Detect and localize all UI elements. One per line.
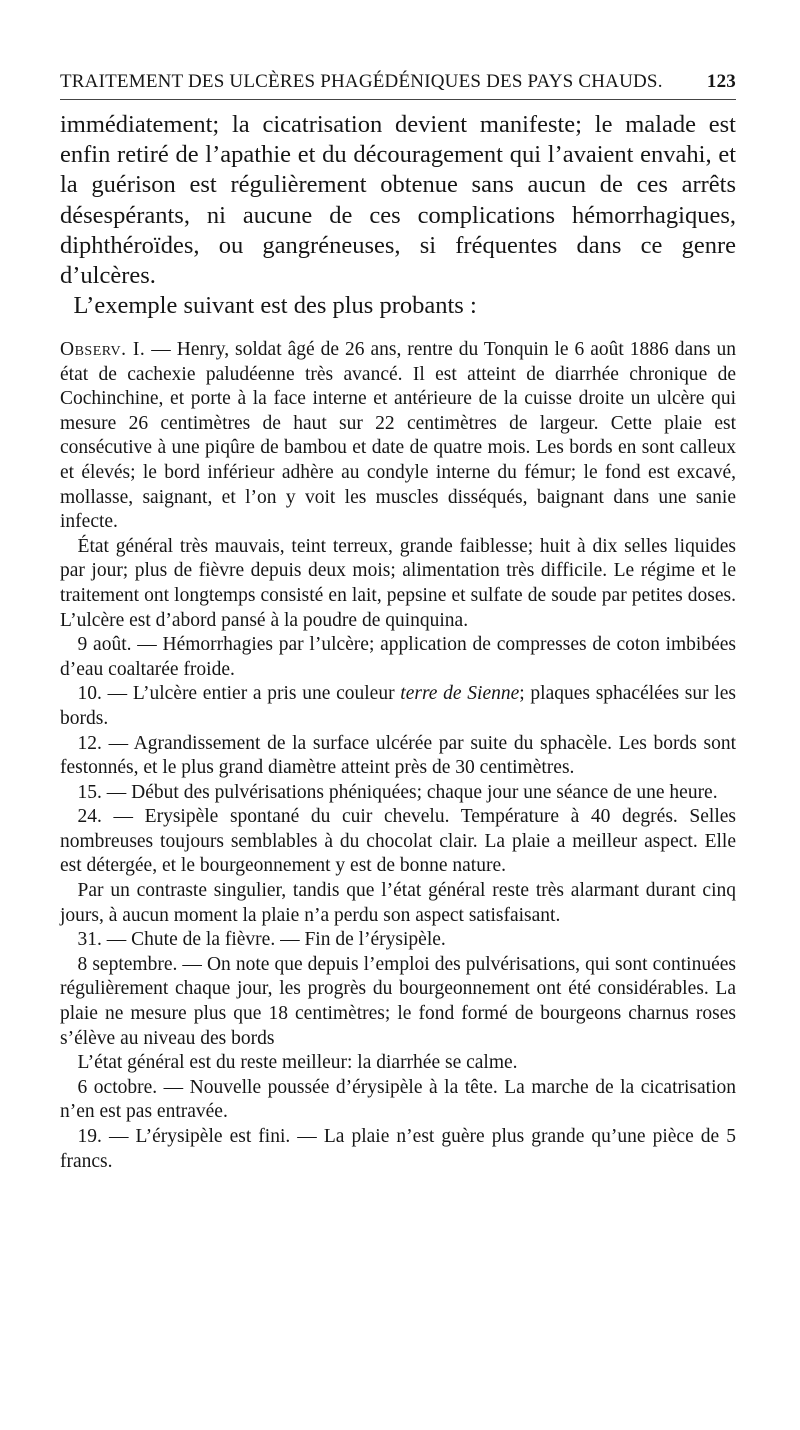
- observation-intro: [60, 338, 736, 535]
- observation-label: Observ. I.: [60, 339, 146, 360]
- entry-aout-15: 15. — Début des pulvérisations phéniquées; chaque jour une séance de une heure.: [77, 781, 718, 803]
- running-title: TRAITEMENT DES ULCÈRES PHAGÉDÉNIQUES DES PAYS CHAUDS.: [60, 71, 663, 92]
- entry-aout-12: 12. — Agrandissement de la surface ulcérée par suite du sphacèle. Les bords sont festonnés, et le plus grand diamètre atteint près de 30 centimètres.: [60, 732, 736, 779]
- entry-oct-19: 19. — L’érysipèle est fini. — La plaie n’est guère plus grande qu’une pièce de 5 francs.: [60, 1126, 736, 1172]
- page-number: 123: [706, 71, 736, 92]
- entry-oct-6: 6 octobre. — Nouvelle poussée d’érysipèle à la tête. La marche de la cicatrisation n’en est pas entravée.: [60, 1076, 736, 1123]
- entry-sept-8: 8 septembre. — On note que depuis l’emploi des pulvérisations, qui sont continuées régulièrement chaque jour, les progrès du bourgeonnement ont été considérables. La plaie ne mesure plus que 18 centimètres; le fond formé de bourgeons charnus roses s’élève au niveau des bords: [60, 953, 736, 1049]
- entry-aout-9: 9 août. — Hémorrhagies par l’ulcère; application de compresses de coton imbibées d’eau coaltarée froide.: [60, 634, 736, 680]
- entry-aout-10: [60, 682, 736, 731]
- observation-intro-text: — Henry, soldat âgé de 26 ans, rentre du Tonquin le 6 août 1886 dans un état de cachexie paludéenne très avancé. Il est atteint de diarrhée chronique de Cochinchine, et porte à la face interne et antérieure de la cuisse droite un ulcère qui mesure 26 centimètres de haut sur 22 centimètres de largeur. Cette plaie est consécutive à une piqûre de bambou et date de quatre mois. Les bords en sont calleux et élevés; le bord inférieur adhère au condyle interne du fémur; le fond est excavé, mollasse, saignant, et l’on y voit les muscles disséqués, baignant dans une sanie infecte.: [60, 339, 736, 533]
- lead-paragraph-2: L’exemple suivant est des plus probants :: [73, 292, 477, 320]
- lead-text: [60, 110, 736, 321]
- contraste-paragraph: Par un contraste singulier, tandis que l’état général reste très alarmant durant cinq jours, à aucun moment la plaie n’a perdu son aspect satisfaisant.: [60, 880, 736, 926]
- observation-block: [60, 338, 736, 1174]
- running-header: [60, 70, 736, 94]
- etat-general-paragraph: État général très mauvais, teint terreux, grande faiblesse; huit à dix selles liquides par jour; plus de fièvre depuis deux mois; alimentation très difficile. Le régime et le traitement ont longtemps consisté en lait, pepsine et sulfate de soude par petites doses. L’ulcère est d’abord pansé à la poudre de quinquina.: [60, 535, 736, 631]
- entry-aout-10-italic: terre de Sienne: [400, 683, 520, 705]
- entry-aout-24: 24. — Erysipèle spontané du cuir chevelu. Température à 40 degrés. Selles nombreuses toujours semblables à du chocolat clair. La plaie a meilleur aspect. Elle est détergée, et le bourgeonnement y est de bonne nature.: [60, 806, 736, 877]
- header-rule: [60, 99, 736, 100]
- lead-paragraph-1: immédiatement; la cicatrisation devient manifeste; le malade est enfin retiré de l’apathie et du découragement qui l’avaient envahi, et la guérison est régulièrement obtenue sans aucun de ces arrêts désespérants, ni aucune de ces complications hémorrhagiques, diphthéroïdes, ou gangréneuses, si fréquentes dans ce genre d’ulcères.: [60, 111, 736, 290]
- entry-aout-10-end: ; plaques sphacélées sur les bords.: [60, 683, 736, 729]
- entry-aout-10-start: 10. — L’ulcère entier a pris une couleur: [77, 683, 401, 705]
- entry-aout-31: 31. — Chute de la fièvre. — Fin de l’érysipèle.: [77, 929, 446, 951]
- etat-meilleur-paragraph: L’état général est du reste meilleur: la diarrhée se calme.: [77, 1052, 518, 1074]
